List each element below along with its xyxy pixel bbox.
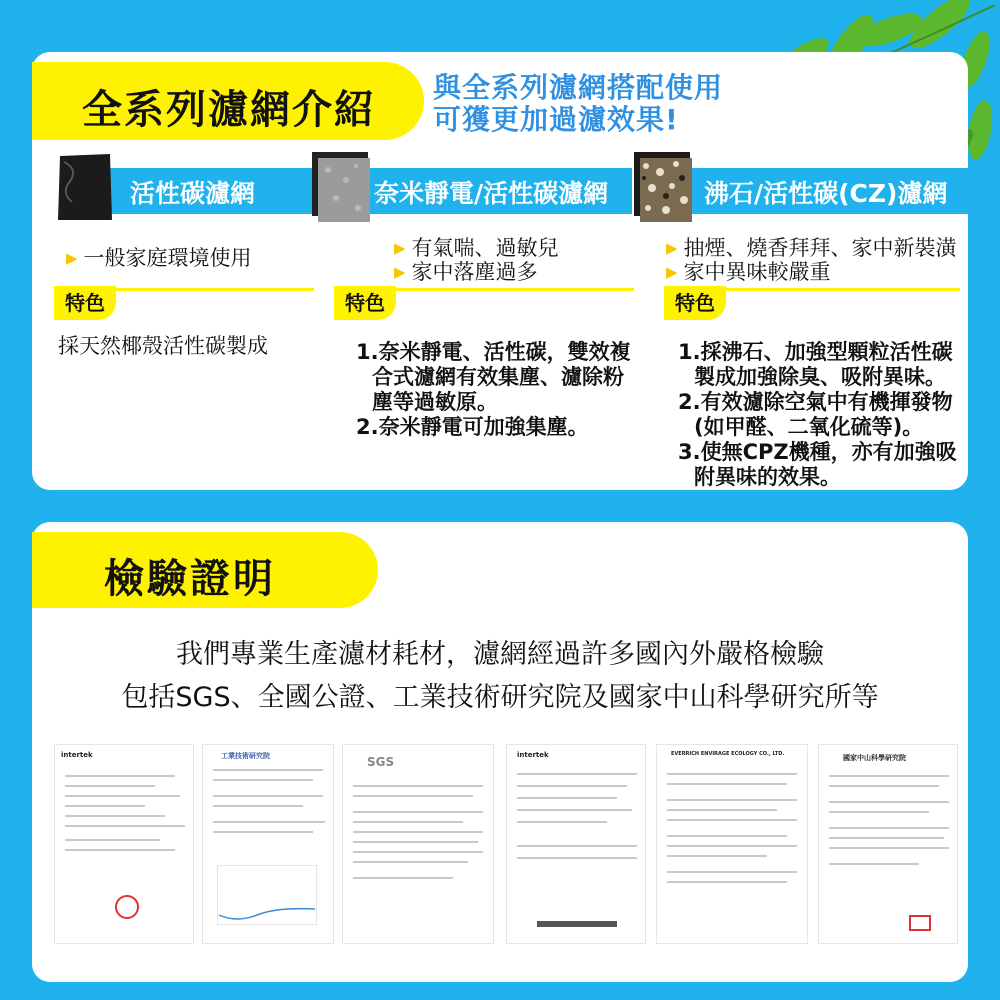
test-report-thumbnail: 國家中山科學研究院 <box>818 744 958 944</box>
test-report-thumbnail: EVERRICH ENVIRAGE ECOLOGY CO., LTD. <box>656 744 808 944</box>
feature-badge: 特色 <box>54 286 116 320</box>
test-curve-graph-icon <box>217 865 317 925</box>
test-report-thumbnail: intertek <box>506 744 646 944</box>
bullet-triangle-icon: ▶ <box>66 249 78 267</box>
test-report-thumbnail: SGS <box>342 744 494 944</box>
certification-description-line2: 包括SGS、全國公證、工業技術研究院及國家中山科學研究所等 <box>121 682 879 713</box>
test-report-thumbnail: 工業技術研究院 <box>202 744 334 944</box>
feature-text-carbon: 採天然椰殼活性碳製成 <box>58 334 268 358</box>
bullet-triangle-icon: ▶ <box>666 263 678 281</box>
feature-text-nano: 1.奈米靜電、活性碳，雙效複 合式濾網有效集塵、濾除粉 塵等過敏原。 2.奈米靜電可加強集塵。 <box>356 340 631 439</box>
category-bar-nano <box>342 168 632 214</box>
nano-filter-swatch-icon <box>308 150 370 224</box>
use-item: ▶ 抽煙、燒香拜拜、家中新裝潢 <box>666 236 957 260</box>
certification-banner <box>32 532 378 608</box>
bullet-triangle-icon: ▶ <box>394 239 406 257</box>
category-label: 活性碳濾網 <box>130 179 256 208</box>
use-item: ▶ 家中落塵過多 <box>394 260 538 284</box>
certification-title: 檢驗證明 <box>104 556 276 602</box>
bullet-triangle-icon: ▶ <box>394 263 406 281</box>
stamp-icon <box>909 915 931 931</box>
stamp-icon <box>115 895 139 919</box>
use-item: ▶ 家中異味較嚴重 <box>666 260 831 284</box>
intro-title: 全系列濾網介紹 <box>82 87 376 133</box>
category-label: 奈米靜電/活性碳濾網 <box>374 179 609 208</box>
zeolite-filter-swatch-icon <box>630 150 692 224</box>
test-report-thumbnail: intertek <box>54 744 194 944</box>
intro-banner <box>32 62 424 140</box>
use-item: ▶ 有氣喘、過敏兒 <box>394 236 559 260</box>
carbon-filter-swatch-icon <box>54 150 116 224</box>
intro-headline-line1: 與全系列濾網搭配使用 <box>433 71 724 104</box>
feature-badge: 特色 <box>664 286 726 320</box>
feature-badge: 特色 <box>334 286 396 320</box>
feature-text-zeolite: 1.採沸石、加強型顆粒活性碳 製成加強除臭、吸附異味。 2.有效濾除空氣中有機揮發物 (如甲醛、二氧化硫等)。 3.使無CPZ機種，亦有加強吸 附異味的效果。 <box>678 340 957 489</box>
certification-description-line1: 我們專業生產濾材耗材，濾網經過許多國內外嚴格檢驗 <box>176 639 824 670</box>
bullet-triangle-icon: ▶ <box>666 239 678 257</box>
use-item: ▶ 一般家庭環境使用 <box>66 246 252 270</box>
category-label: 沸石/活性碳(CZ)濾網 <box>704 179 948 208</box>
intro-headline-line2: 可獲更加過濾效果! <box>433 103 679 136</box>
